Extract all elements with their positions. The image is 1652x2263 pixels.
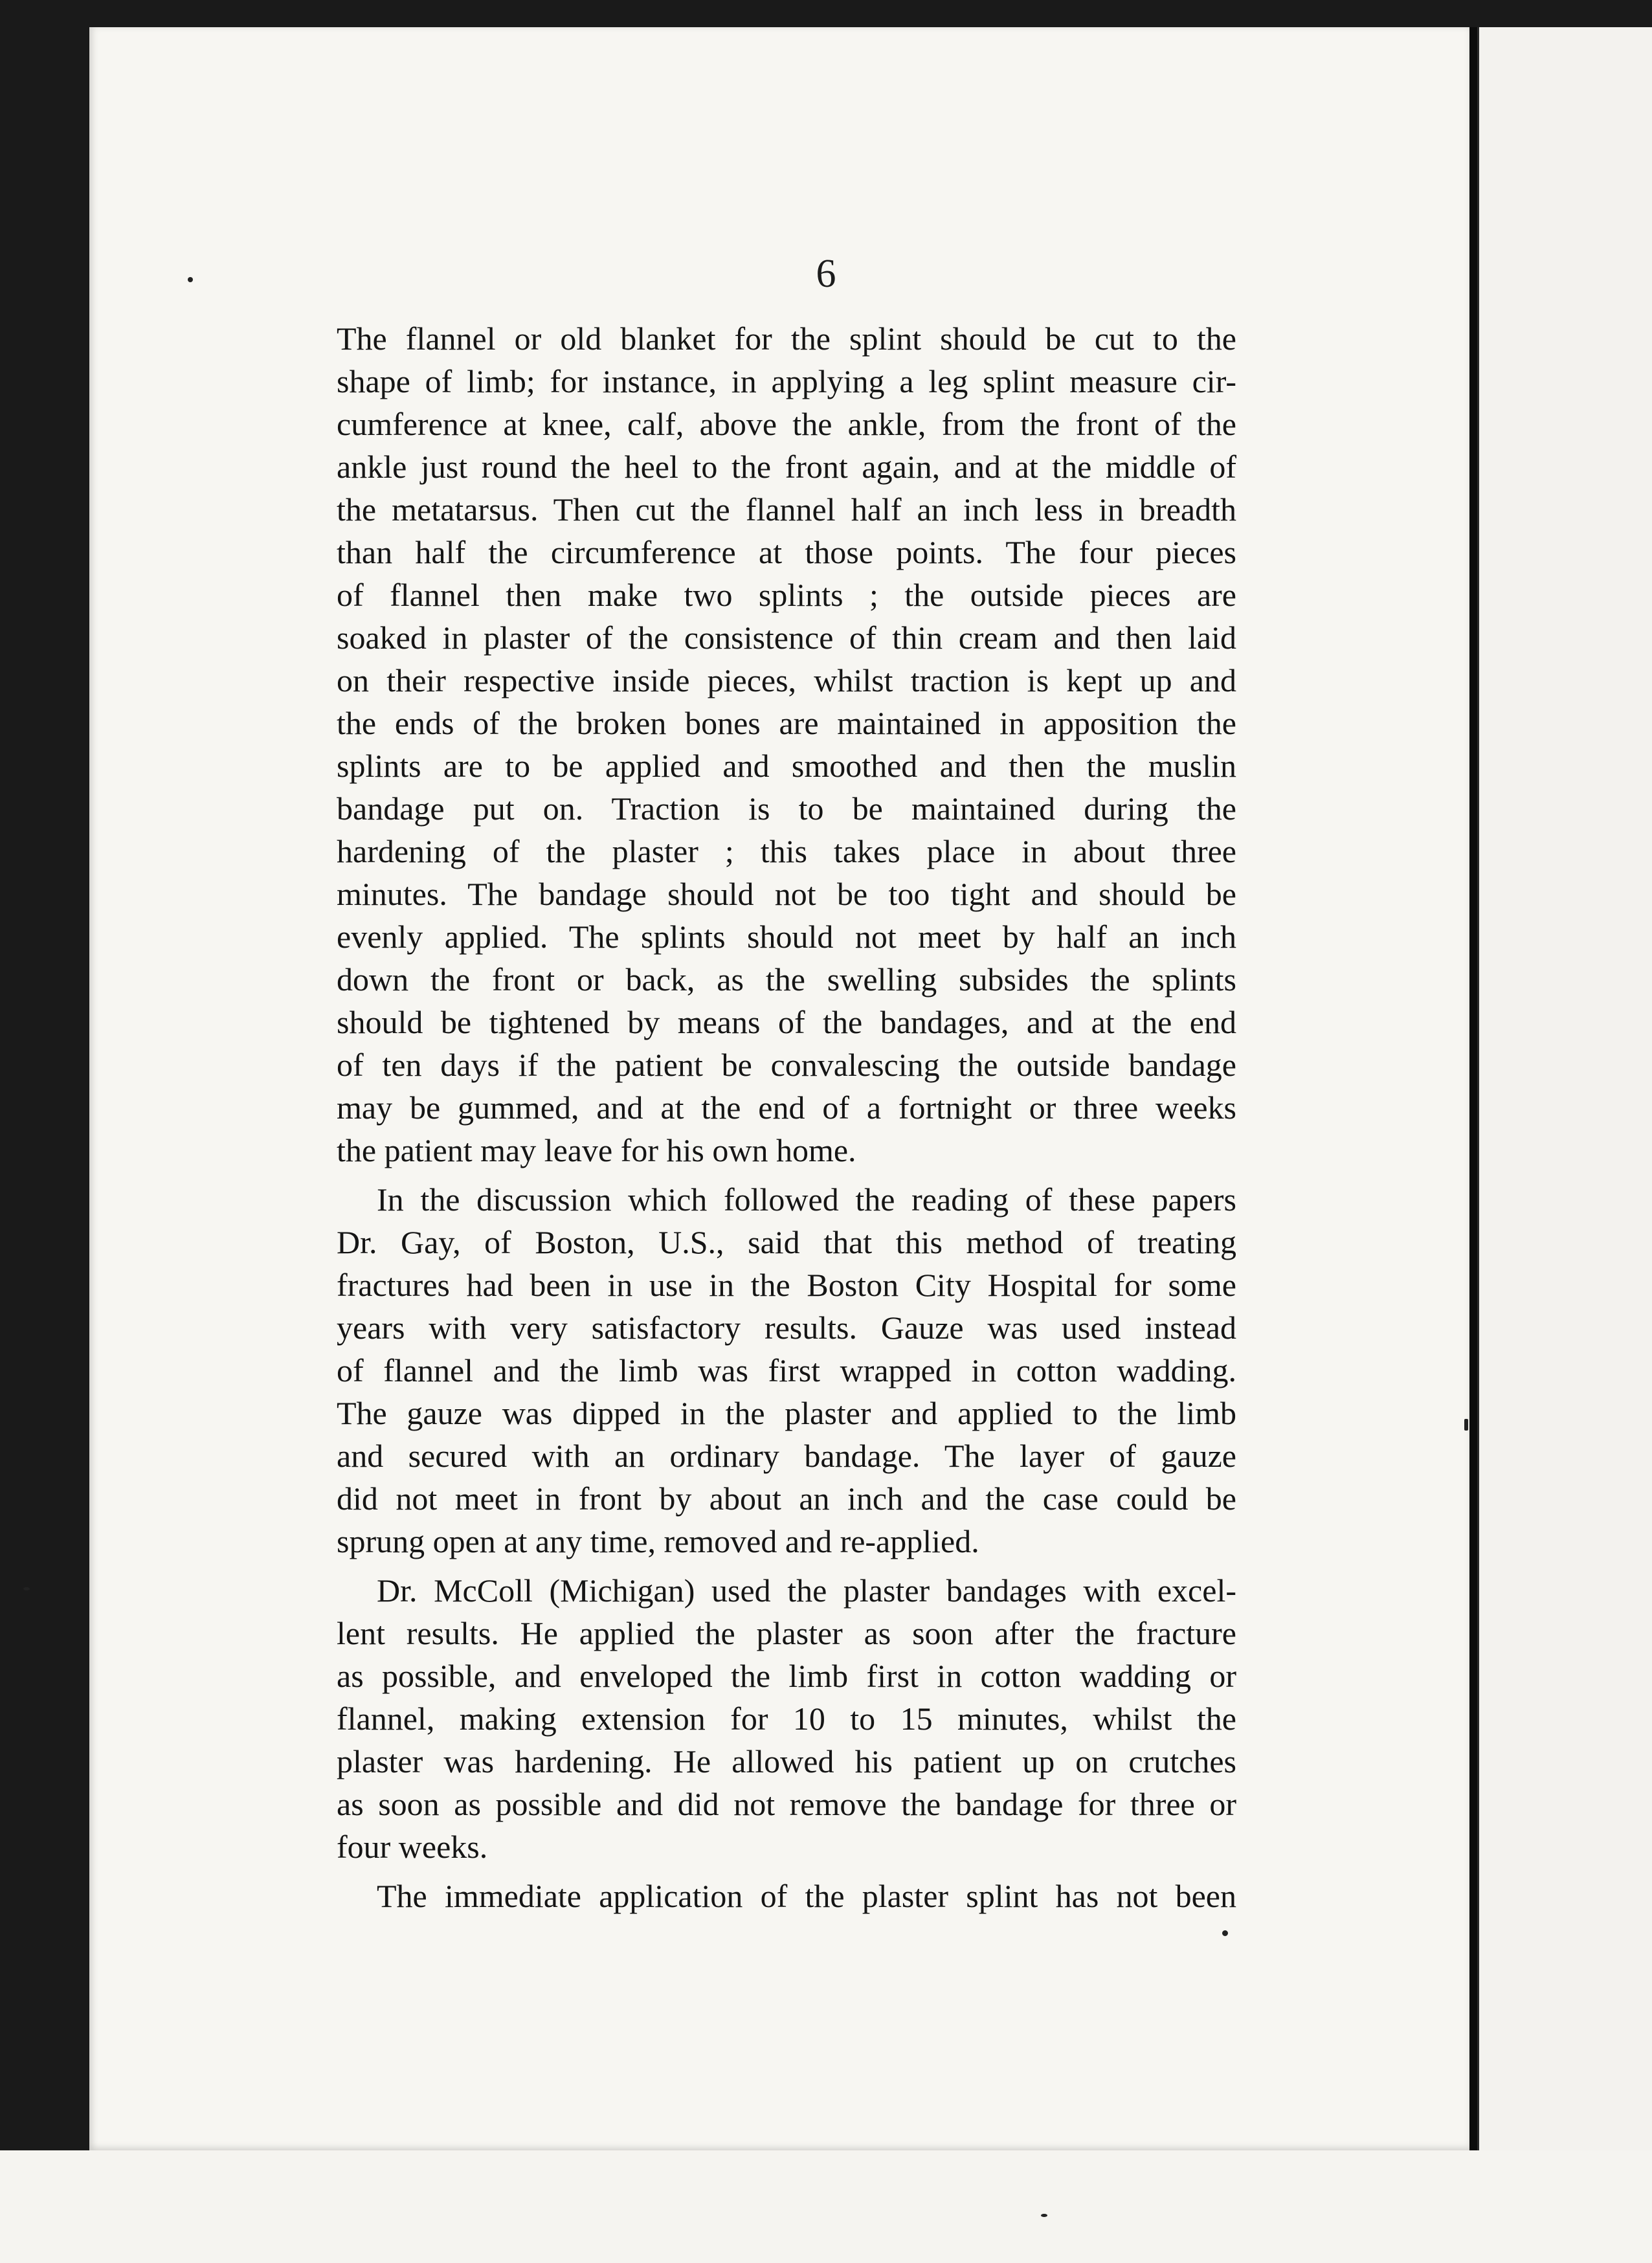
text-line: the metatarsus. Then cut the flannel half an inch less in breadth — [337, 491, 1236, 528]
text-line: did not meet in front by about an inch and the case could be — [337, 1480, 1236, 1517]
text-line: minutes. The bandage should not be too tight and should be — [337, 876, 1236, 912]
text-line: splints are to be applied and smoothed and then the muslin — [337, 748, 1236, 784]
scan-bottom-margin — [0, 2150, 1652, 2263]
text-line: Dr. McColl (Michigan) used the plaster bandages with excel- — [377, 1572, 1236, 1609]
text-line: plaster was hardening. He allowed his patient up on crutches — [337, 1743, 1236, 1779]
text-line: years with very satisfactory results. Gauze was used instead — [337, 1310, 1236, 1346]
text-line: may be gummed, and at the end of a fortnight or three weeks — [337, 1089, 1236, 1126]
text-line: on their respective inside pieces, whilst traction is kept up and — [337, 662, 1236, 698]
text-line: fractures had been in use in the Boston City Hospital for some — [337, 1267, 1236, 1303]
body-text — [337, 317, 1236, 1917]
page-number: 6 — [816, 252, 836, 296]
scan-speck — [1222, 1930, 1228, 1936]
text-line: the patient may leave for his own home. — [337, 1132, 856, 1168]
text-line: The gauze was dipped in the plaster and applied to the limb — [337, 1395, 1236, 1431]
text-line: The flannel or old blanket for the splint should be cut to the — [337, 320, 1236, 357]
paragraph — [337, 1875, 1236, 1917]
text-line: than half the circumference at those points. The four pieces — [337, 534, 1236, 570]
paragraph — [337, 317, 1236, 1172]
paragraph — [337, 1178, 1236, 1563]
text-line: should be tightened by means of the bandages, and at the end — [337, 1004, 1236, 1040]
text-line: as soon as possible and did not remove the bandage for three or — [337, 1786, 1236, 1822]
paragraph-gap — [337, 1563, 1236, 1569]
text-line: as possible, and enveloped the limb first in cotton wadding or — [337, 1658, 1236, 1694]
text-line: four weeks. — [337, 1829, 488, 1865]
text-line: of flannel then make two splints ; the outside pieces are — [337, 577, 1236, 613]
binding-gutter — [1469, 27, 1477, 2150]
text-line: of ten days if the patient be convalescing the outside bandage — [337, 1047, 1236, 1083]
scan-speck — [1041, 2214, 1047, 2217]
text-line: bandage put on. Traction is to be maintained during the — [337, 790, 1236, 827]
text-line: Dr. Gay, of Boston, U.S., said that this method of treating — [337, 1224, 1236, 1260]
text-line: cumference at knee, calf, above the ankle, from the front of the — [337, 406, 1236, 442]
text-line: shape of limb; for instance, in applying a leg splint measure cir- — [337, 363, 1236, 399]
text-line: down the front or back, as the swelling subsides the splints — [337, 961, 1236, 998]
paragraph-gap — [337, 1868, 1236, 1875]
paragraph — [337, 1569, 1236, 1868]
text-line: In the discussion which followed the reading of these papers — [377, 1181, 1236, 1218]
text-line: and secured with an ordinary bandage. The layer of gauze — [337, 1438, 1236, 1474]
text-line: the ends of the broken bones are maintained in apposition the — [337, 705, 1236, 741]
facing-page-edge — [1477, 27, 1652, 2150]
text-line: soaked in plaster of the consistence of thin cream and then laid — [337, 619, 1236, 656]
paragraph-gap — [337, 1172, 1236, 1178]
scan-speck — [1464, 1419, 1468, 1431]
text-line: ankle just round the heel to the front again, and at the middle of — [337, 449, 1236, 485]
text-line: hardening of the plaster ; this takes place in about three — [337, 833, 1236, 869]
text-line: of flannel and the limb was first wrapped in cotton wadding. — [337, 1352, 1236, 1388]
scan-speck — [23, 1587, 30, 1590]
text-line: The immediate application of the plaster splint has not been — [377, 1878, 1236, 1914]
text-line: flannel, making extension for 10 to 15 minutes, whilst the — [337, 1700, 1236, 1737]
text-line: sprung open at any time, removed and re-applied. — [337, 1523, 979, 1559]
text-line: lent results. He applied the plaster as soon after the fracture — [337, 1615, 1236, 1651]
text-line: evenly applied. The splints should not meet by half an inch — [337, 919, 1236, 955]
